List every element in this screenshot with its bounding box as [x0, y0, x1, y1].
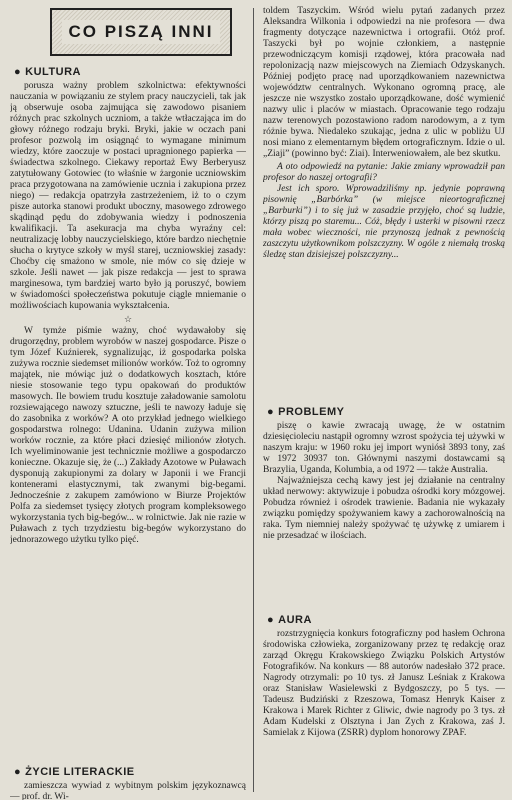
masthead-title: CO PISZĄ INNI: [62, 20, 219, 44]
problemy-section: [263, 402, 505, 542]
zycie-section: [10, 762, 246, 800]
problemy-paragraph-2: Najważniejsza cechą kawy jest jej działanie na centralny układ nerwowy: aktywizuje i pobudza ośrodki kory mózgowej. Pobudza również i ośrodek trawienie. Badania nie wykazały związku pomiędzy spożywaniem kawy a zachorowalnością na raka. Tym niemniej należy spożywać tę używkę z umiarem i nie przesadzać w ilościach.: [263, 476, 505, 541]
column-divider: [253, 8, 254, 792]
star-divider: ☆: [123, 314, 133, 324]
column-masthead: [50, 8, 232, 56]
aura-heading: ● AURA: [267, 614, 312, 626]
bullet-icon: ●: [14, 66, 22, 78]
zycie-heading: ● ŻYCIE LITERACKIE: [14, 766, 135, 778]
bullet-icon: ●: [267, 406, 275, 418]
left-column: [10, 0, 246, 800]
problemy-paragraph-1: piszę o kawie zwracają uwagę, że w ostatnim dziesięcioleciu nastąpił ogromny wzrost spożycia tej używki w naszym kraju: w 1960 roku jej import wyniósł 3893 tony, zaś w 1972 30937 ton. Głównymi naszymi dostawcami są Brazylia, Uganda, Kolumbia, a od 1972 — także Australia.: [263, 421, 505, 475]
kultura-paragraph-1: porusza ważny problem szkolnictwa: efektywności nauczania w powiązaniu ze stylem pracy nauczycieli, tak jak ją obserwuje osoba zajmująca się zawodowo pisaniem różnych prac szkolnych uczniom, a także wtłaczająca im do głowy różnego rodzaju bryki. Bryki, jakie w oczach pani profesor pozwolą im osiągnąć to wymagane minimum wiedzy, które zaoczuje w postaci upragnionego papierka — świadectwa szkolnego. Ciekawy reportaż Ewy Berberyusz zatytułowany Gotowiec (to właśnie w żargonie uczniowskim praca przygotowana na zamówienie ucznia i zakupiona przez niego) — redakcja opatrzyła zastrzeżeniem, iż to o czym pisze autorka stanowi produkt uboczny, masowego zdrowego skądinąd pędu do zdobywania wiedzy i podnoszenia kwalifikacji. Ta asekuracja ma chyba wyraźny cel: neutralizację lobby nauczycielskiego, które bardzo niechętnie słucha o krytyce szkoły w myśl starej, uczniowskiej zasady: Choćby cię smażono w smole, nie mów co się dzieje w szkole. Jeśli nawet — jak pisze redakcja — jest to sprawa marginesowa, tym bardziej warto było ją poruszyć, bowiem w świadomości społeczeństwa pokutuje ciągle mniemanie o możliwościach kupowania wykształcenia.: [10, 81, 246, 311]
kultura-heading: ● KULTURA: [14, 66, 81, 78]
kultura-paragraph-2: W tymże piśmie ważny, choć wydawałoby się drugorzędny, problem wyrobów w naszej gospodarce. Pisze o tym Józef Kuźnierek, sygnalizując, iż gospodarka polska zużywa rocznie siedemset milionów worków. Toż to ogromny majątek, nie mówiąc już o dodatkowych kosztach, które niesie stosowanie tego typu opakowań do produktów masowych. Ile bowiem trudu kosztuje załadowanie samolotu rozsiewającego nawozy sztuczne, jeśli te nawozy ładuje się do zasobnika z worków? A oto przykład jednego wielkiego gospodarstwa rolnego: Udanina. Udanin zużywa milion worków rocznie, za które płaci dziesięć milionów złotych. Ich wyeliminowanie jest technicznie możliwe a gospodarczo konieczne. Okazuje się, że (...) Zakłady Azotowe w Puławach dysponują zakupionymi za dolary w Japonii i we Francji kontenerami elastycznymi, tak zwanymi big-begami. Jednocześnie z zakupem zamówiono w Biurze Projektów Polfa za siedemset tysięcy złotych program kompleksowego wykorzystania tych big-begów... w rolnictwie. Jak nie razie w Puławach z tych trzydziestu big-begów wykorzystano do jednorazowego użytku tylko pięć.: [10, 326, 246, 545]
zycie-continued-paragraph-1: toldem Taszyckim. Wśród wielu pytań zadanych przez Aleksandra Wilkonia i odpowiedzi na nie profesora — dwa fragmenty dotyczące nazewnictwa i ortografii. Otóż prof. Taszycki był po wojnie członkiem, a następnie przewodniczącym komisji rządowej, która pracowała nad repolonizacją nazw miejscowych na Ziemiach Odzyskanych. Później podjęto pracę nad uporządkowaniem nazewnictwa województw centralnych. Wykonano ogromną pracę, ale jeszcze nie wszystko zostało uporządkowane, dość wymienić nazwy ulic i placów w miastach. Opracowanie tego rodzaju nazw terenowych pozostawiono radom narodowym, a z tym różnie bywa. Niedaleko szukając, jedna z ulic w pobliżu UJ nosi miano z elementarnym błędem ortograficznym. Idzie o ul. „Ziaji” (powinno być: Ziai). Interweniowałem, ale bez skutku.: [263, 6, 505, 159]
aura-paragraph-1: rozstrzygnięcia konkurs fotograficzny pod hasłem Ochrona środowiska człowieka, zorganizowany przez tę redakcję oraz zarząd Okręgu Krakowskiego Związku Polskich Artystów Fotografików. Na konkurs — 88 autorów nadesłało 372 prace. Nagrody otrzymali: po 10 tys. zł Janusz Leśniak z Krakowa oraz Stanisław Wasielewski z Bydgoszczy, po 5 tys. — Tadeusz Budziński z Rzeszowa, Tomasz Henryk Kaiser z Krakowa i Marek Richter z Gliwic, dwie nagrody po 3 tys. zł Adam Kudelski z Olsztyna i Jan Zych z Krakowa, zaś J. Samielak z Kijowa (ZSRR) dyplom honorowy ZPAF.: [263, 629, 505, 738]
problemy-heading: ● PROBLEMY: [267, 406, 345, 418]
bullet-icon: ●: [14, 766, 22, 778]
zycie-continued: [263, 6, 505, 261]
bullet-icon: ●: [267, 614, 275, 626]
kultura-section: [10, 62, 246, 546]
zycie-paragraph-1: zamieszcza wywiad z wybitnym polskim językoznawcą — prof. dr. Wi-: [10, 781, 246, 800]
right-column: [263, 0, 505, 800]
zycie-continued-answer: Jest ich sporo. Wprowadziliśmy np. jedynie poprawną pisownię „Barbórka” (w miejsce nieortograficznej „Barburki”) i to się już w zasadzie przyjęło, choć są ludzie, którzy piszą po staremu... Cóż, błędy i usterki w pisowni rzecz mała wobec wieczności, nie przynoszą jednak z pewnością zaszczytu użytkownikom polszczyzny. W ogóle z niemałą troską śledzę stan dzisiejszej polszczyzny...: [263, 184, 505, 260]
zycie-continued-question: A oto odpowiedź na pytanie: Jakie zmiany wprowadził pan profesor do naszej ortografii?: [263, 162, 505, 183]
aura-section: [263, 610, 505, 739]
